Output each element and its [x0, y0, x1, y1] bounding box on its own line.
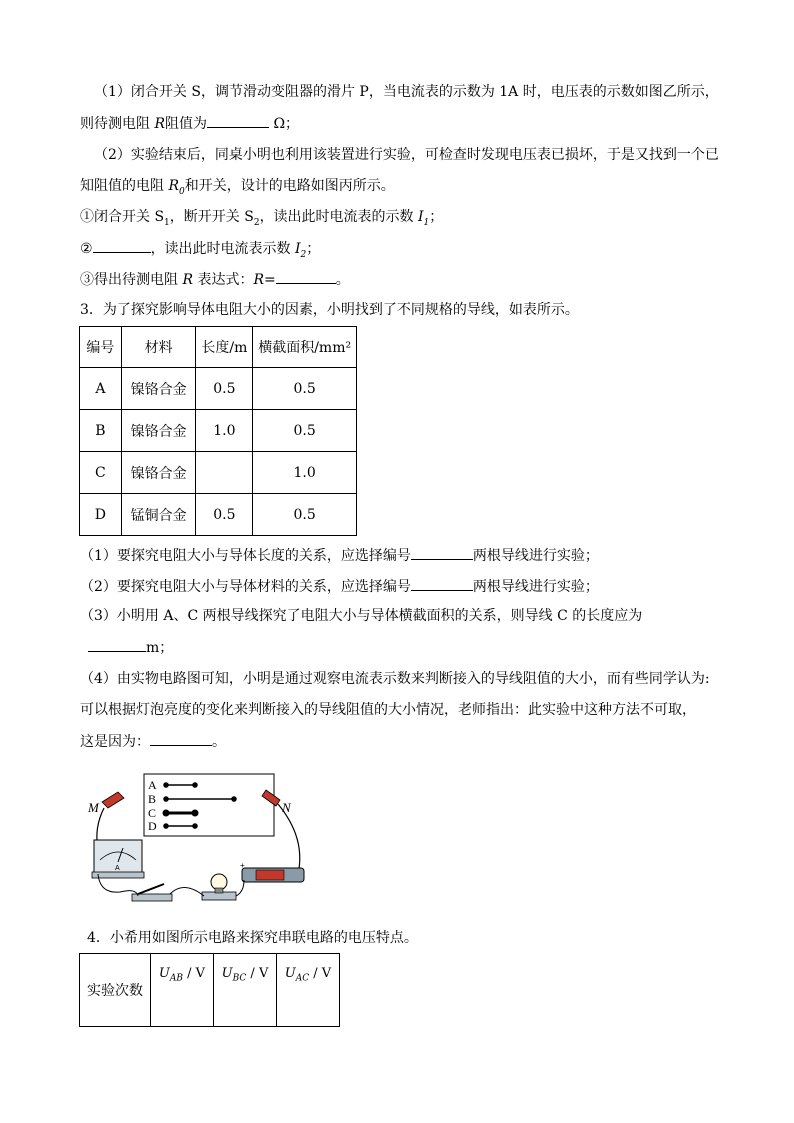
label-n: N: [282, 800, 291, 815]
answer-blank[interactable]: [276, 269, 336, 284]
table-cell: 镍铬合金: [121, 452, 196, 494]
table-row: [80, 452, 357, 494]
svg-text:A: A: [115, 865, 120, 872]
switch-icon: [132, 884, 172, 901]
q4-intro: 4．小希用如图所示电路来探究串联电路的电压特点。: [87, 930, 418, 946]
table-cell: 0.5: [253, 410, 357, 452]
wire-label-d: D: [148, 819, 157, 833]
ammeter-icon: [92, 840, 144, 878]
table-row: [80, 494, 357, 536]
table-row: [80, 410, 357, 452]
q4-table: [79, 953, 340, 1027]
wire-c: [164, 811, 197, 815]
table-header: $U_{AC}$ / V: [277, 954, 340, 1027]
table-header: $U_{BC}$ / V: [214, 954, 277, 1027]
table-header: 实验次数: [80, 954, 151, 1027]
wire-label-a: A: [148, 778, 157, 792]
q2-part1-line2: 则待测电阻 R阻值为 Ω；: [80, 113, 299, 134]
answer-blank[interactable]: [88, 637, 146, 652]
battery-icon: [240, 861, 304, 882]
q2-part2-line1: （2）实验结束后，同桌小明也利用该装置进行实验，可检查时发现电压表已损坏，于是又找到一个已: [94, 147, 719, 163]
svg-text:+: +: [240, 861, 245, 870]
circuit-figure: [80, 768, 320, 908]
table-cell: A: [80, 368, 122, 410]
table-cell: B: [80, 410, 122, 452]
q2-part1-line1: （1）闭合开关 S，调节滑动变阻器的滑片 P，当电流表的示数为 1A 时，电压表的示数如图乙所示，: [94, 84, 719, 100]
q2-step2: ② ，读出此时电流表示数 $I_2$；: [80, 238, 320, 265]
table-cell: 0.5: [196, 368, 253, 410]
answer-blank[interactable]: [93, 238, 151, 253]
q3-sub1: （1）要探究电阻大小与导体长度的关系，应选择编号 两根导线进行实验；: [80, 545, 599, 566]
table-cell: 0.5: [253, 368, 357, 410]
table-cell: 锰铜合金: [121, 494, 196, 536]
answer-blank[interactable]: [207, 113, 269, 128]
table-cell: 0.5: [196, 494, 253, 536]
q3-sub3-line2: m；: [88, 637, 173, 658]
answer-blank[interactable]: [150, 731, 212, 746]
answer-blank[interactable]: [411, 576, 473, 591]
wire-label-c: C: [148, 806, 157, 820]
answer-blank[interactable]: [411, 545, 473, 560]
table-header: 材料: [121, 327, 196, 368]
table-cell: 1.0: [196, 410, 253, 452]
clip-m: [102, 792, 124, 808]
q3-sub4-line1: （4）由实物电路图可知，小明是通过观察电流表示数来判断接入的导线阻值的大小，而有些同学认为:: [80, 671, 710, 687]
q3-sub3-line1: （3）小明用 A、C 两根导线探究了电阻大小与导体横截面积的关系，则导线 C 的长度应为: [80, 608, 643, 624]
table-header: 长度/m: [196, 327, 253, 368]
bulb-icon: [202, 874, 236, 900]
table-cell: C: [80, 452, 122, 494]
q3-intro: 3．为了探究影响导体电阻大小的因素，小明找到了不同规格的导线，如表所示。: [80, 302, 579, 318]
table-header: 横截面积/mm²: [253, 327, 357, 368]
q3-sub4-line2: 可以根据灯泡亮度的变化来判断接入的导线阻值的大小情况，老师指出：此实验中这种方法不可取，: [80, 702, 696, 718]
q2-part2-line2: 知阻值的电阻 $R_0$和开关，设计的电路如图丙所示。: [80, 178, 395, 197]
table-row: [80, 368, 357, 410]
q3-wire-table: [79, 326, 357, 536]
q3-sub4-line3: 这是因为： 。: [80, 731, 226, 752]
q2-step1: ①闭合开关 $S_1$，断开开关 $S_2$，读出此时电流表的示数 $I_1$；: [80, 209, 444, 228]
table-cell: [196, 452, 253, 494]
table-cell: 0.5: [253, 494, 357, 536]
q2-step3: ③得出待测电阻 R 表达式：R= 。: [80, 269, 350, 290]
q3-sub2: （2）要探究电阻大小与导体材料的关系，应选择编号 两根导线进行实验；: [80, 576, 599, 597]
table-header: $U_{AB}$ / V: [151, 954, 214, 1027]
label-m: M: [88, 800, 99, 815]
table-header: 编号: [80, 327, 122, 368]
table-cell: 1.0: [253, 452, 357, 494]
table-cell: 镍铬合金: [121, 410, 196, 452]
table-cell: D: [80, 494, 122, 536]
table-cell: 镍铬合金: [121, 368, 196, 410]
wire-label-b: B: [148, 792, 157, 806]
